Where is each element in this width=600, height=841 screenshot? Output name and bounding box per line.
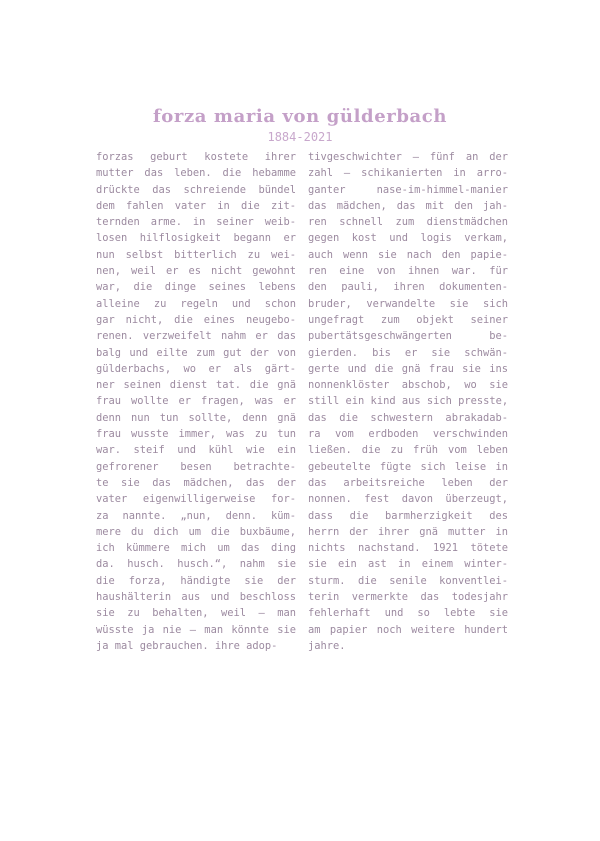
text-line: ja mal gebrauchen. ihre adop- bbox=[96, 639, 278, 652]
text-line: ner seinen dienst tat. die gnä bbox=[96, 379, 296, 392]
text-line: sturm. die senile konventlei- bbox=[308, 574, 508, 587]
text-line: drückte das schreiende bündel bbox=[96, 183, 296, 196]
text-line: das arbeitsreiche leben der bbox=[308, 476, 508, 489]
text-line: ternden arme. in seiner weib- bbox=[96, 216, 296, 229]
text-line: zahl – schikanierten in arro- bbox=[308, 167, 508, 180]
text-line: das die schwestern abrakadab- bbox=[308, 411, 508, 424]
text-line: gierden. bis er sie schwän- bbox=[308, 346, 508, 359]
text-line: ra vom erdboden verschwinden bbox=[308, 428, 508, 441]
text-line: bruder, verwandelte sie sich bbox=[308, 297, 508, 310]
text-line: pubertätsgeschwängerten be- bbox=[308, 330, 508, 343]
text-line: ich kümmere mich um das ding bbox=[96, 542, 296, 555]
text-line: ren schnell zum dienstmädchen bbox=[308, 216, 508, 229]
text-line: gülderbachs, wo er als gärt- bbox=[96, 362, 296, 375]
text-line: nun selbst bitterlich zu wei- bbox=[96, 248, 296, 261]
text-line: mutter das leben. die hebamme bbox=[96, 167, 296, 180]
text-line: renen. verzweifelt nahm er das bbox=[96, 330, 296, 343]
text-line: gar nicht, die eines neugebo- bbox=[96, 313, 296, 326]
text-line: nonnen. fest davon überzeugt, bbox=[308, 493, 508, 506]
text-line: am papier noch weitere hundert bbox=[308, 623, 508, 636]
text-line: wüsste ja nie – man könnte sie bbox=[96, 623, 296, 636]
text-line: mere du dich um die buxbäume, bbox=[96, 525, 296, 538]
text-line: gegen kost und logis verkam, bbox=[308, 232, 508, 245]
text-line: tivgeschwichter – fünf an der bbox=[308, 151, 508, 163]
text-line: balg und eilte zum gut der von bbox=[96, 346, 296, 359]
text-line: ungefragt zum objekt seiner bbox=[308, 313, 508, 326]
text-line: herrn der ihrer gnä mutter in bbox=[308, 525, 508, 538]
text-line: terin vermerkte das todesjahr bbox=[308, 591, 508, 604]
text-line: still ein kind aus sich presste, bbox=[308, 395, 509, 408]
text-line: nichts nachstand. 1921 tötete bbox=[308, 542, 508, 555]
text-line: die forza, händigte sie der bbox=[96, 574, 296, 587]
text-line: ren eine von ihnen war. für bbox=[308, 265, 508, 278]
text-line: da. husch. husch.“, nahm sie bbox=[96, 558, 296, 571]
text-line: auch wenn sie nach den papie- bbox=[308, 248, 508, 261]
text-line: dass die barmherzigkeit des bbox=[308, 509, 508, 522]
text-line: war. steif und kühl wie ein bbox=[96, 444, 296, 457]
text-line: forzas geburt kostete ihrer bbox=[96, 151, 296, 163]
text-line: gerte und die gnä frau sie ins bbox=[308, 362, 508, 375]
text-line: nonnenklöster abschob, wo sie bbox=[308, 379, 508, 392]
text-line: vater eigenwilligerweise for- bbox=[96, 493, 296, 506]
text-line: frau wollte er fragen, was er bbox=[96, 395, 296, 408]
text-line: alleine zu regeln und schon bbox=[96, 297, 296, 310]
text-line: nen, weil er es nicht gewohnt bbox=[96, 265, 296, 278]
text-line: denn nun tun sollte, denn gnä bbox=[96, 411, 296, 424]
text-line: den pauli, ihren dokumenten- bbox=[308, 281, 508, 294]
text-line: haushälterin aus und beschloss bbox=[96, 591, 296, 604]
text-line: sie zu behalten, weil – man bbox=[96, 607, 296, 620]
text-line: ließen. die zu früh vom leben bbox=[308, 444, 508, 457]
life-years: 1884-2021 bbox=[267, 130, 333, 144]
text-line: sie ein ast in einem winter- bbox=[308, 558, 508, 571]
text-line: gebeutelte fügte sich leise in bbox=[308, 460, 508, 473]
text-column-left bbox=[96, 149, 296, 654]
text-line: za nannte. „nun, denn. küm- bbox=[96, 509, 296, 522]
text-line: te sie das mädchen, das der bbox=[96, 476, 296, 489]
text-line: fehlerhaft und so lebte sie bbox=[308, 607, 508, 620]
text-line: jahre. bbox=[308, 639, 346, 652]
text-column-right bbox=[308, 149, 508, 654]
text-line: frau wusste immer, was zu tun bbox=[96, 428, 296, 441]
text-line: war, die dinge seines lebens bbox=[96, 281, 296, 294]
page-title: forza maria von gülderbach bbox=[152, 106, 448, 127]
text-line: gefrorener besen betrachte- bbox=[96, 460, 296, 473]
text-line: dem fahlen vater in die zit- bbox=[96, 199, 296, 212]
text-line: losen hilflosigkeit begann er bbox=[96, 232, 296, 245]
text-line: ganter nase-im-himmel-manier bbox=[308, 183, 508, 196]
text-line: das mädchen, das mit den jah- bbox=[308, 199, 508, 212]
